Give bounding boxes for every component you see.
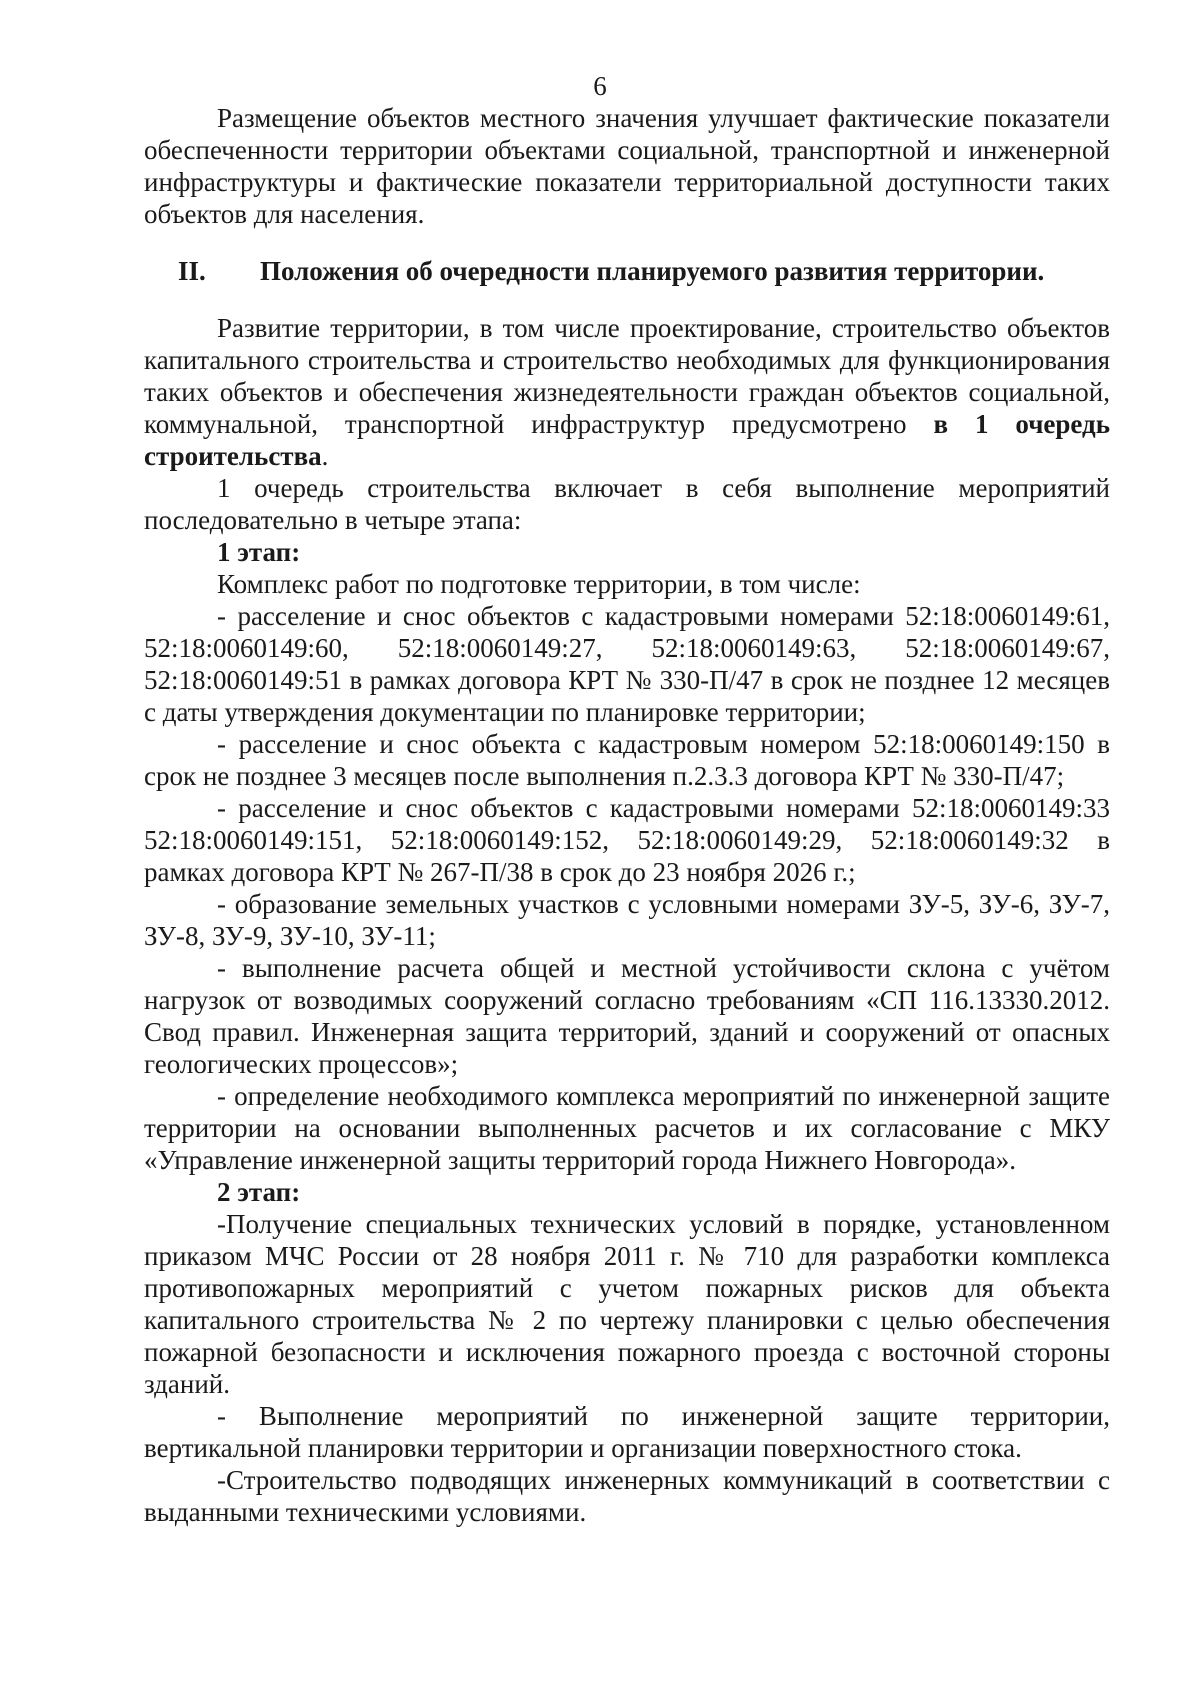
stage1-item: - расселение и снос объекта с кадастровым номером 52:18:0060149:150 в срок не позднее 3 месяцев после выполнения п.2.3.3 договора КРТ № 330-П/47;: [144, 729, 1110, 791]
section-numeral: II.: [178, 256, 206, 286]
stage1-item: - выполнение расчета общей и местной устойчивости склона с учётом нагрузок от возводимых сооружений согласно требованиям «СП 116.13330.2012. Свод правил. Инженерная защита территорий, зданий и сооружений от опасных геологических процессов»;: [144, 953, 1110, 1079]
stage2-item: - Выполнение мероприятий по инженерной защите территории, вертикальной планировки территории и организации поверхностного стока.: [144, 1401, 1110, 1463]
stages-intro-paragraph: 1 очередь строительства включает в себя выполнение мероприятий последовательно в четыре этапа:: [144, 473, 1110, 535]
stage1-item: - расселение и снос объектов с кадастровыми номерами 52:18:0060149:33 52:18:0060149:151, 52:18:0060149:152, 52:18:0060149:29, 52:18:0060149:32 в рамках договора КРТ № 267-П/38 в срок до 23 ноября 2026 г.;: [144, 793, 1110, 887]
section-title: Положения об очередности планируемого развития территории.: [260, 256, 1045, 286]
first-stage-emphasis: в 1 очередь строительства: [144, 409, 1110, 471]
stage1-title: 1 этап:: [217, 537, 301, 567]
stage1-item: - определение необходимого комплекса мероприятий по инженерной защите территории на основании выполненных расчетов и их согласование с МКУ «Управление инженерной защиты территорий города Нижнего Новгорода».: [144, 1081, 1110, 1175]
development-text: Развитие территории, в том числе проектирование, строительство объектов капитального строительства и строительство необходимых для функционирования таких объектов и обеспечения жизнедеятельности граждан объектов социальной, коммунальной, транспортной инфраструктур предусмотрено: [144, 313, 1110, 439]
stage2-item: -Получение специальных технических условий в порядке, установленном приказом МЧС России от 28 ноября 2011 г. № 710 для разработки комплекса противопожарных мероприятий с учетом пожарных рисков для объекта капитального строительства № 2 по чертежу планировки с целью обеспечения пожарной безопасности и исключения пожарного проезда с восточной стороны зданий.: [144, 1209, 1110, 1399]
document-body: [144, 102, 1110, 1528]
section-heading: [144, 255, 1110, 287]
stage2-item: -Строительство подводящих инженерных коммуникаций в соответствии с выданными техническими условиями.: [144, 1465, 1110, 1527]
stage1-intro: Комплекс работ по подготовке территории, в том числе:: [217, 569, 861, 599]
stage1-item: - расселение и снос объектов с кадастровыми номерами 52:18:0060149:61, 52:18:0060149:60, 52:18:0060149:27, 52:18:0060149:63, 52:18:0060149:67, 52:18:0060149:51 в рамках договора КРТ № 330-П/47 в срок не позднее 12 месяцев с даты утверждения документации по планировке территории;: [144, 601, 1110, 727]
stage1-item: - образование земельных участков с условными номерами ЗУ-5, ЗУ-6, ЗУ-7, ЗУ-8, ЗУ-9, ЗУ-10, ЗУ-11;: [144, 889, 1110, 951]
page-number: 6: [593, 71, 607, 101]
intro-paragraph: Размещение объектов местного значения улучшает фактические показатели обеспеченности территории объектами социальной, транспортной и инженерной инфраструктуры и фактические показатели территориальной доступности таких объектов для населения.: [144, 103, 1110, 229]
development-end: .: [321, 441, 329, 471]
stage2-title: 2 этап:: [217, 1177, 301, 1207]
development-paragraph: [144, 312, 1110, 472]
